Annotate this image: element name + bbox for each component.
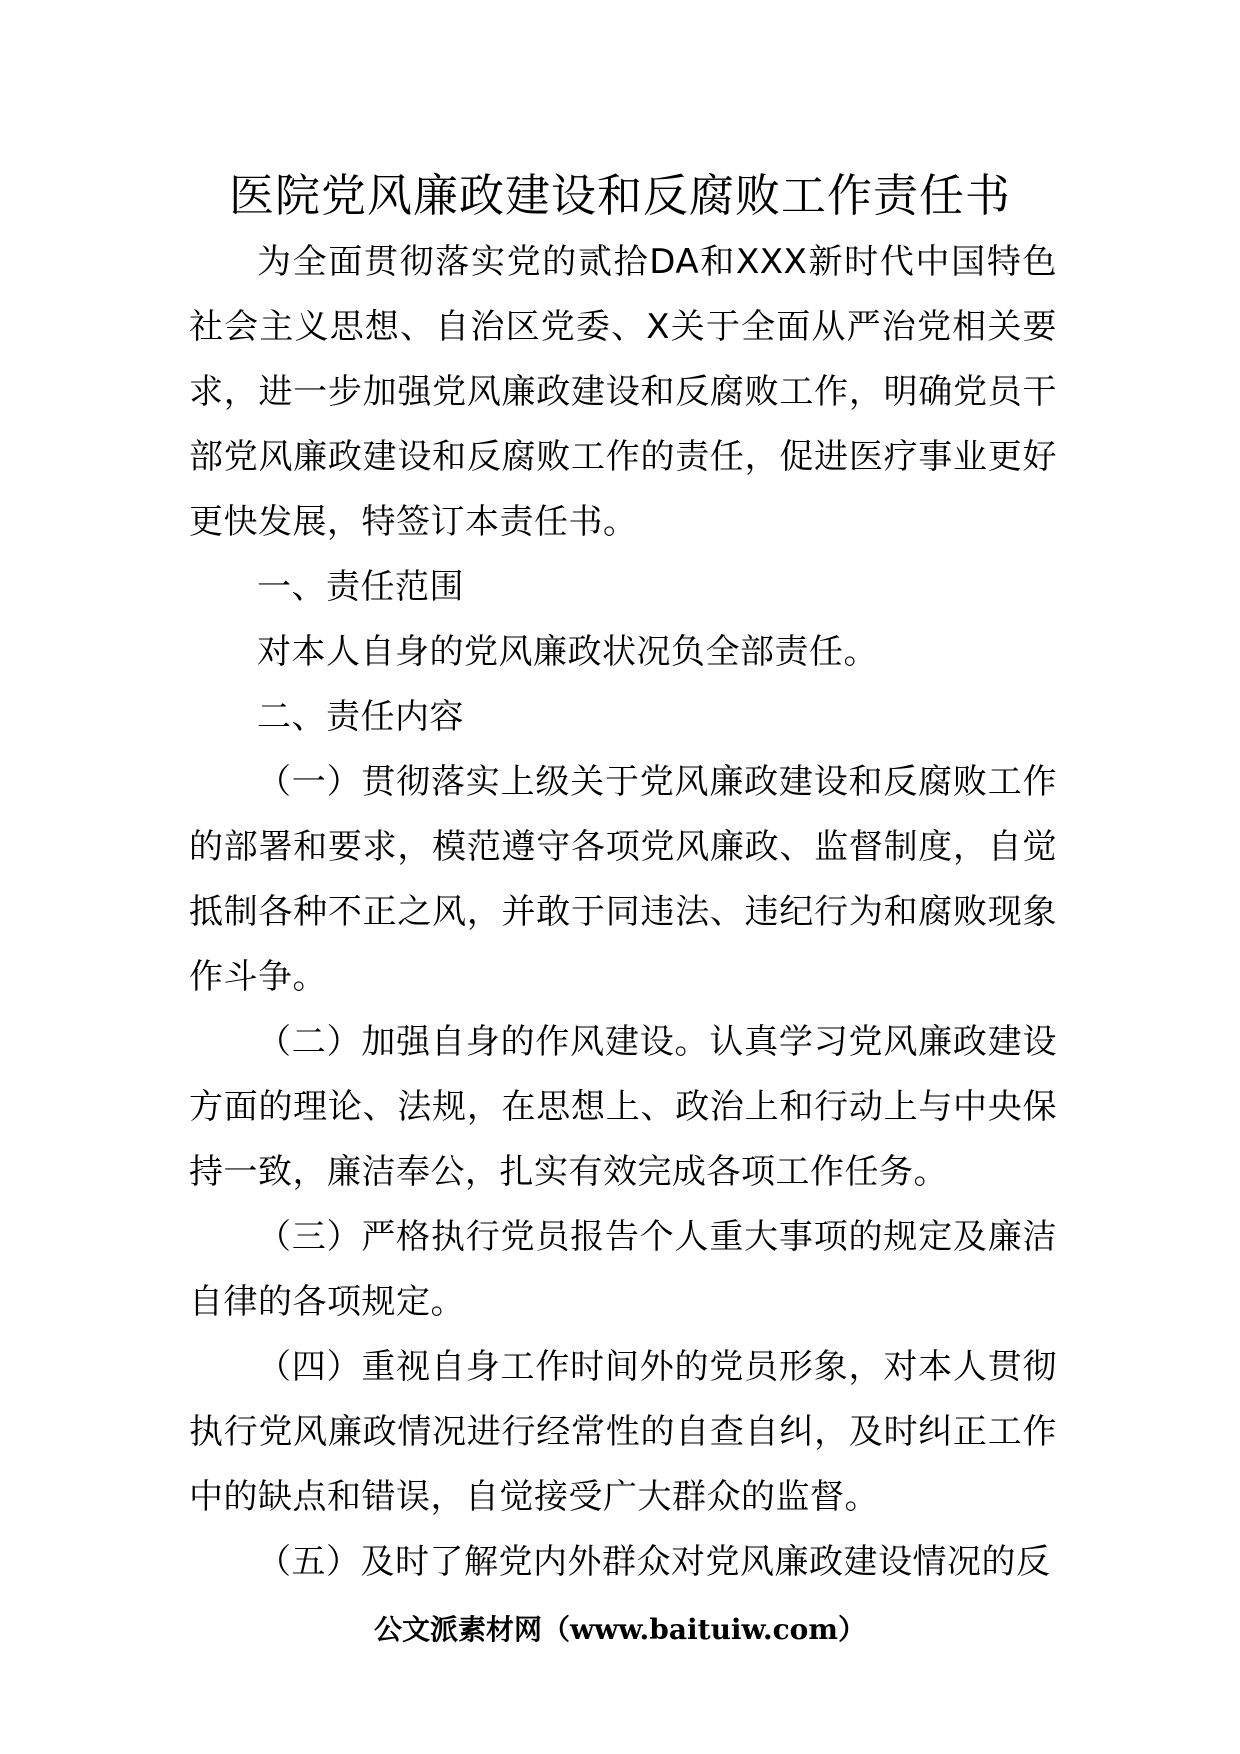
content-item-3: （三）严格执行党员报告个人重大事项的规定及廉洁自律的各项规定。 [189, 1217, 1057, 1322]
content-item-1: （一）贯彻落实上级关于党风廉政建设和反腐败工作的部署和要求，模范遵守各项党风廉政、监督制度，自觉抵制各种不正之风，并敢于同违法、违纪行为和腐败现象作斗争。 [189, 762, 1057, 997]
section-heading-scope: 一、责任范围 [257, 567, 464, 607]
footer-watermark: 公文派素材网（www.baituiw.com） [374, 1613, 866, 1646]
intro-paragraph: 为全面贯彻落实党的贰拾DA和XXX新时代中国特色社会主义思想、自治区党委、X关于全面从严治党相关要求，进一步加强党风廉政建设和反腐败工作，明确党员干部党风廉政建设和反腐败工作的责任，促进医疗事业更好更快发展，特签订本责任书。 [189, 242, 1057, 542]
section-heading-content: 二、责任内容 [257, 697, 464, 737]
content-item-4: （四）重视自身工作时间外的党员形象，对本人贯彻执行党风廉政情况进行经常性的自查自纠，及时纠正工作中的缺点和错误，自觉接受广大群众的监督。 [189, 1347, 1057, 1517]
scope-paragraph: 对本人自身的党风廉政状况负全部责任。 [257, 632, 878, 672]
document-body [189, 230, 1057, 1595]
content-item-2: （二）加强自身的作风建设。认真学习党风廉政建设方面的理论、法规，在思想上、政治上和行动上与中央保持一致，廉洁奉公，扎实有效完成各项工作任务。 [189, 1022, 1057, 1192]
document-title: 医院党风廉政建设和反腐败工作责任书 [228, 169, 1011, 222]
content-item-5: （五）及时了解党内外群众对党风廉政建设情况的反 [257, 1542, 1051, 1582]
